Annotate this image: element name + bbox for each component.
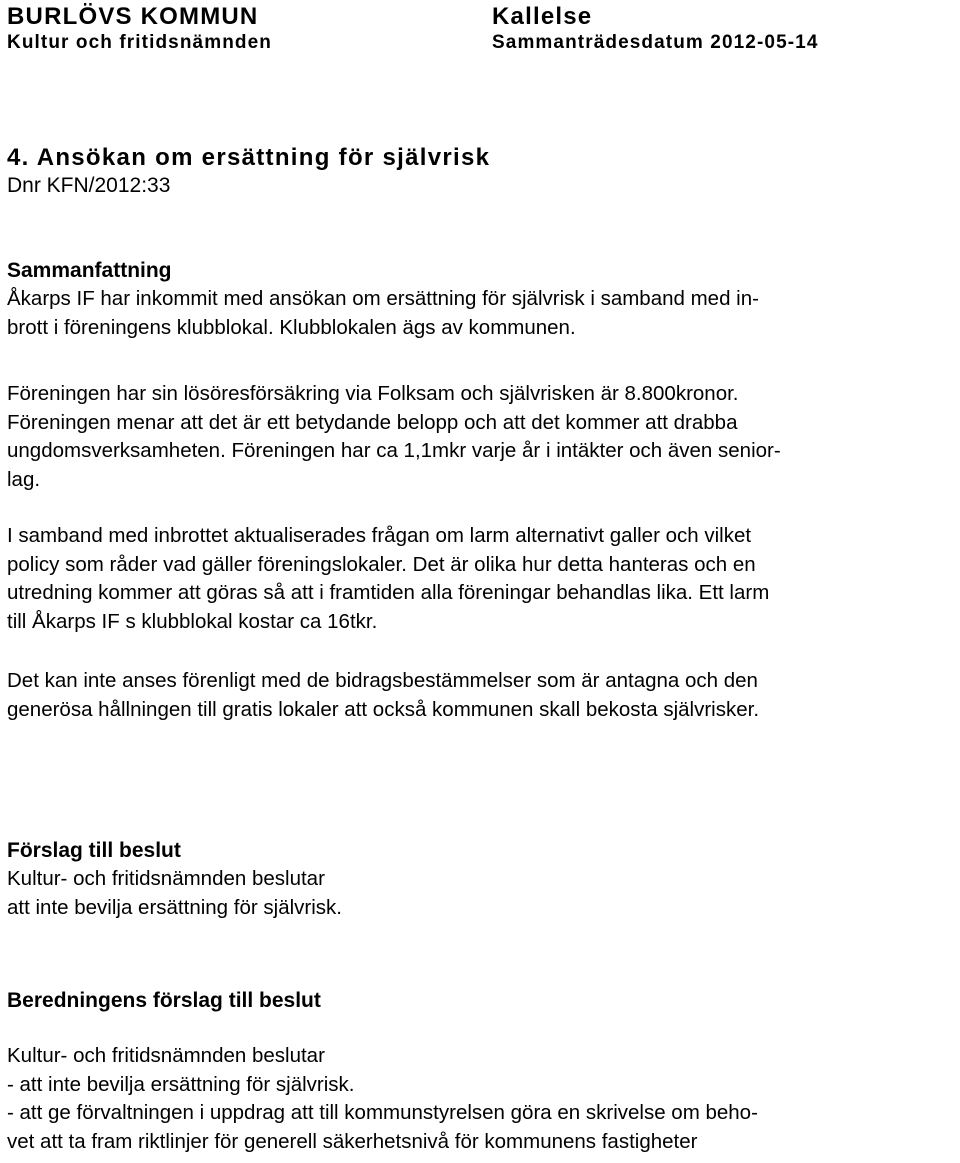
text-line: att inte bevilja ersättning för självrisk. (7, 895, 342, 919)
text-line: Föreningen menar att det är ett betydande belopp och att det kommer att drabba (7, 410, 738, 434)
prep-proposal-section (7, 987, 957, 1015)
prep-proposal-heading: Beredningens förslag till beslut (7, 989, 321, 1012)
text-line: Kultur- och fritidsnämnden beslutar (7, 867, 325, 890)
text-line: - att inte bevilja ersättning för självrisk. (7, 1072, 355, 1096)
text-line: Kultur- och fritidsnämnden beslutar (7, 1044, 325, 1067)
text-line: utredning kommer att göras så att i framtiden alla föreningar behandlas lika. Ett larm (7, 581, 770, 604)
text-line: Föreningen har sin lösöresförsäkring via Folksam och självrisken är 8.800kronor. (7, 382, 739, 405)
summary-paragraph-4 (7, 667, 957, 724)
municipality-name: BURLÖVS KOMMUN (7, 3, 259, 30)
text-line: brott i föreningens klubblokal. Klubblokalen ägs av kommunen. (7, 315, 576, 339)
summary-paragraph-1 (7, 285, 957, 342)
text-line: - att ge förvaltningen i uppdrag att till kommunstyrelsen göra en skrivelse om beho- (7, 1101, 758, 1124)
text-line: Åkarps IF har inkommit med ansökan om ersättning för självrisk i samband med in- (7, 287, 759, 310)
item-header (7, 144, 957, 200)
header-left (7, 4, 272, 56)
summary-heading: Sammanfattning (7, 259, 172, 282)
text-line: ungdomsverksamheten. Föreningen har ca 1,1mkr varje år i intäkter och även senior- (7, 439, 781, 462)
proposal-heading: Förslag till beslut (7, 839, 181, 862)
text-line: policy som råder vad gäller föreningslokaler. Det är olika hur detta hanteras och en (7, 552, 756, 576)
text-line: till Åkarps IF s klubblokal kostar ca 16tkr. (7, 609, 378, 633)
summary-paragraph-3 (7, 522, 957, 636)
header-right (492, 4, 819, 56)
summary-section (7, 257, 957, 342)
document-type: Kallelse (492, 3, 593, 30)
summary-paragraph-2 (7, 380, 957, 494)
document-header (7, 4, 957, 60)
text-line: I samband med inbrottet aktualiserades frågan om larm alternativt galler och vilket (7, 524, 752, 547)
text-line: vet att ta fram riktlinjer för generell säkerhetsnivå för kommunens fastigheter (7, 1129, 698, 1153)
item-title: 4. Ansökan om ersättning för självrisk (7, 144, 491, 171)
prep-proposal-body (7, 1042, 957, 1156)
meeting-date: Sammanträdesdatum 2012-05-14 (492, 32, 819, 53)
item-dnr: Dnr KFN/2012:33 (7, 174, 171, 197)
text-line: generösa hållningen till gratis lokaler att också kommunen skall bekosta självrisker. (7, 697, 760, 721)
text-line: lag. (7, 467, 41, 491)
committee-name: Kultur och fritidsnämnden (7, 32, 272, 53)
proposal-section (7, 837, 957, 922)
text-line: Det kan inte anses förenligt med de bidragsbestämmelser som är antagna och den (7, 669, 758, 692)
